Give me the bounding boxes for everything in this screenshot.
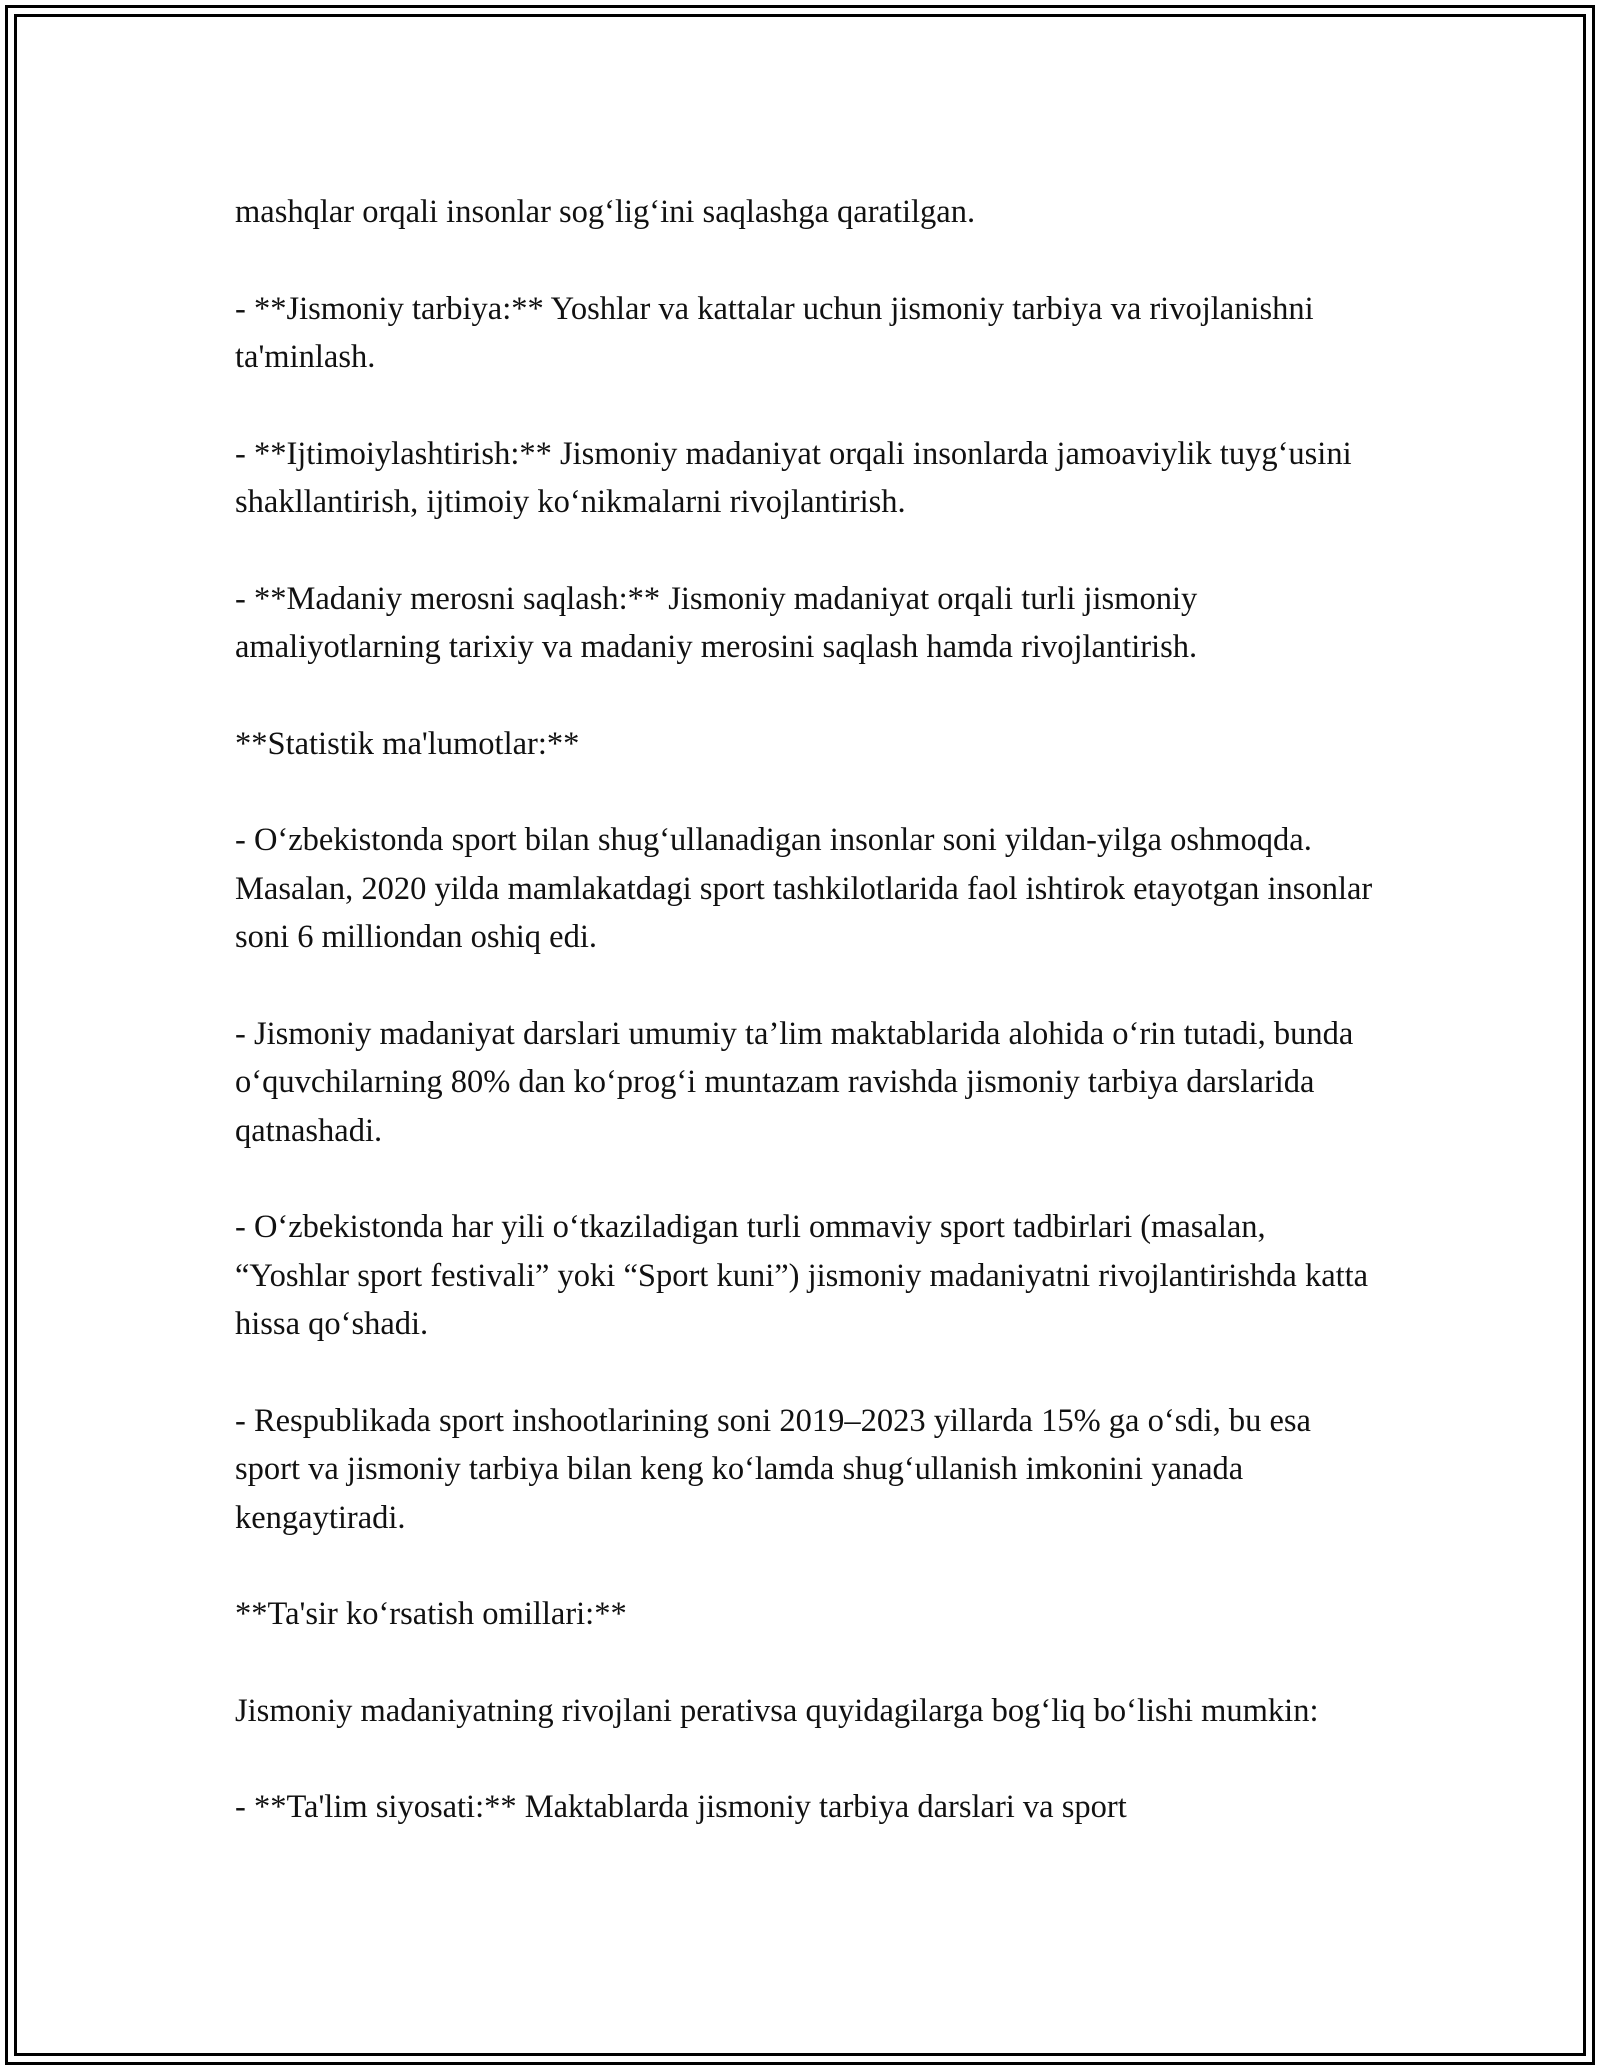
paragraph-rivojlanish-omillari: Jismoniy madaniyatning rivojlani perativsa quyidagilarga bog‘liq bo‘lishi mumkin:: [235, 1692, 1319, 1729]
paragraph-continuation: mashqlar orqali insonlar sog‘lig‘ini saqlashga qaratilgan.: [235, 194, 976, 230]
paragraph-talim-siyosati: - **Ta'lim siyosati:** Maktablarda jismoniy tarbiya darslari va sport: [235, 1789, 1127, 1825]
paragraph-ijtimoiylashtirish: - **Ijtimoiylashtirish:** Jismoniy madaniyat orqali insonlarda jamoaviylik tuyg‘usini shakllantirish, ijtimoiy ko‘nikmalarni rivojlantirish.: [235, 435, 1352, 520]
heading-statistik-malumotlar: **Statistik ma'lumotlar:**: [235, 725, 580, 762]
heading-tasir-omillari: **Ta'sir ko‘rsatish omillari:**: [235, 1596, 627, 1632]
paragraph-madaniy-meros: - **Madaniy merosni saqlash:** Jismoniy madaniyat orqali turli jismoniy amaliyotlarning tarixiy va madaniy merosini saqlash hamda rivojlantirish.: [235, 580, 1198, 665]
paragraph-jismoniy-darslar: - Jismoniy madaniyat darslari umumiy ta’lim maktablarida alohida o‘rin tutadi, bunda o‘quvchilarning 80% dan ko‘prog‘i muntazam ravishda jismoniy tarbiya darslarida qatnashadi.: [235, 1015, 1354, 1149]
document-body: [235, 188, 1375, 1832]
paragraph-sport-insonlar-soni: - O‘zbekistonda sport bilan shug‘ullanadigan insonlar soni yildan-yilga oshmoqda. Masalan, 2020 yilda mamlakatdagi sport tashkilotlarida faol ishtirok etayotgan insonlar soni 6 milliondan oshiq edi.: [235, 822, 1373, 955]
paragraph-ommaviy-tadbirlar: - O‘zbekistonda har yili o‘tkaziladigan turli ommaviy sport tadbirlari (masalan, “Yoshlar sport festivali” yoki “Sport kuni”) jismoniy madaniyatni rivojlantirishda katta hissa qo‘shadi.: [235, 1209, 1369, 1342]
paragraph-sport-inshootlari: - Respublikada sport inshootlarining soni 2019–2023 yillarda 15% ga o‘sdi, bu esa sport va jismoniy tarbiya bilan keng ko‘lamda shug‘ullanish imkonini yanada kengaytiradi.: [235, 1402, 1311, 1536]
paragraph-jismoniy-tarbiya: - **Jismoniy tarbiya:** Yoshlar va kattalar uchun jismoniy tarbiya va rivojlanishni ta'minlash.: [235, 290, 1314, 375]
